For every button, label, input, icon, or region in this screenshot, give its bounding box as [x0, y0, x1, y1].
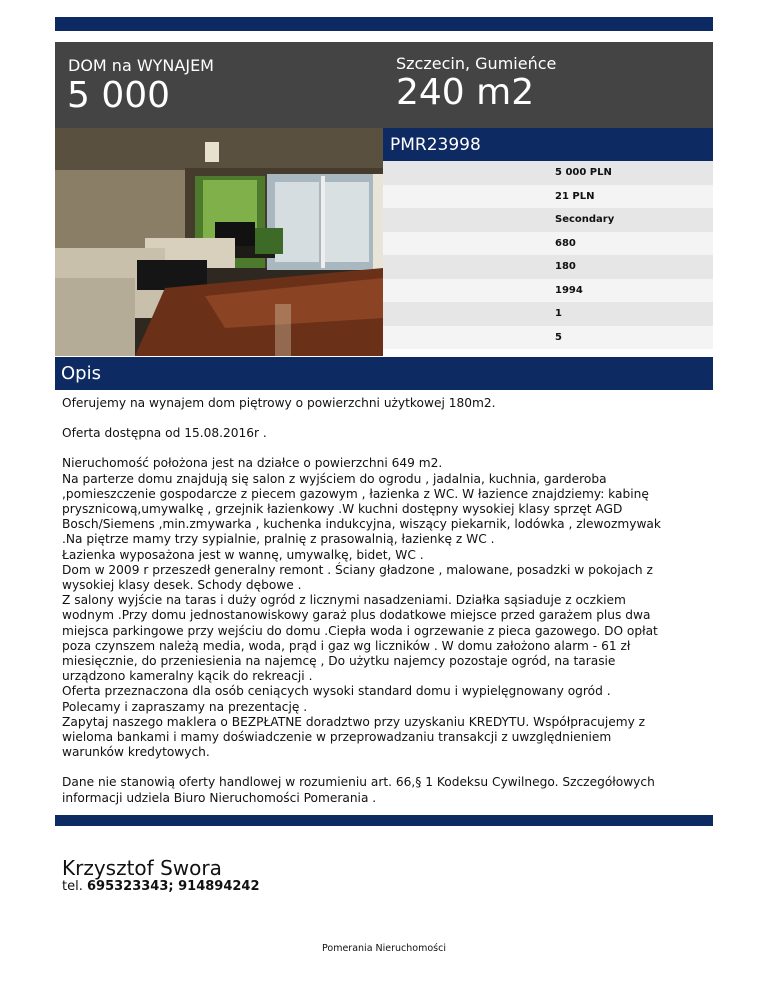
bottom-divider-bar	[55, 815, 713, 826]
property-photo	[55, 128, 383, 356]
detail-row	[383, 185, 713, 209]
description-title: Opis	[61, 363, 101, 384]
description-header-bar	[55, 357, 713, 390]
offer-code-bar	[383, 128, 713, 161]
agent-phone-label: tel.	[62, 879, 83, 894]
listing-header	[55, 42, 713, 128]
description-line: informacji udziela Biuro Nieruchomości Pomerania .	[62, 790, 377, 805]
description-line: Na parterze domu znajdują się salon z wyjściem do ogrodu , jadalnia, kuchnia, garderoba	[62, 471, 607, 486]
description-line: Oferujemy na wynajem dom piętrowy o powierzchni użytkowej 180m2.	[62, 396, 496, 410]
detail-row	[383, 302, 713, 326]
detail-value: 5	[555, 331, 562, 343]
description-line: Zapytaj naszego maklera o BEZPŁATNE doradztwo przy uzyskaniu KREDYTU. Współpracujemy z	[62, 714, 646, 729]
description-line: ,pomieszczenie gospodarcze z piecem gazowym , łazienka z WC. W łazience znajdziemy: kabinę	[62, 486, 649, 501]
top-divider-bar	[55, 17, 713, 31]
detail-value: 680	[555, 237, 576, 249]
description-line: Oferta dostępna od 15.08.2016r .	[62, 426, 267, 441]
description-line: Oferta przeznaczona dla osób ceniących wysoki standard domu i wypielęgnowany ogród .	[62, 684, 611, 699]
description-line: wodnym .Przy domu jednostanowiskowy garaż plus dodatkowe miejsce przed garażem plus dwa	[62, 608, 651, 623]
detail-row	[383, 208, 713, 232]
description-line: poza czynszem należą media, woda, prąd i gaz wg liczników . W domu założono alarm - 61 zł	[62, 638, 631, 653]
detail-row	[383, 232, 713, 256]
description-line: miesięcznie, do przeniesienia na najemcę , Do użytku najemcy pozostaje ogród, na tarasie	[62, 654, 616, 669]
offer-price: 5 000	[67, 75, 171, 116]
description-line: warunków kredytowych.	[62, 745, 210, 760]
description-paragraph	[62, 456, 707, 760]
living-room-image	[55, 128, 383, 356]
detail-value: 21 PLN	[555, 190, 595, 202]
description-line: prysznicową,umywalkę , grzejnik łazienkowy .W kuchni dostępny wysokiej klasy sprzęt AGD	[62, 502, 623, 517]
description-line: miejsca parkingowe przy wejściu do domu .Ciepła woda i ogrzewanie z pieca gazowego. DO opłat	[62, 623, 658, 638]
description-line: Polecamy i zapraszamy na prezentację .	[62, 699, 308, 714]
description-line: Nieruchomość położona jest na działce o powierzchni 649 m2.	[62, 456, 443, 471]
agent-phone	[62, 879, 260, 894]
detail-value: Secondary	[555, 214, 615, 225]
detail-row	[383, 255, 713, 279]
detail-value: 1994	[555, 284, 583, 296]
description-line: urządzono kameralny kącik do rekreacji .	[62, 669, 313, 684]
detail-value: 5 000 PLN	[555, 167, 612, 178]
description-paragraph	[62, 396, 707, 411]
offer-location: Szczecin, Gumieńce	[396, 54, 557, 73]
agent-phone-number[interactable]: 695323343; 914894242	[86, 879, 260, 894]
detail-row	[383, 326, 713, 350]
description-paragraph	[62, 775, 707, 805]
agent-name: Krzysztof Swora	[62, 856, 222, 880]
detail-value: 1	[555, 308, 562, 319]
description-line: Dane nie stanowią oferty handlowej w rozumieniu art. 66,§ 1 Kodeksu Cywilnego. Szczegółowych	[62, 775, 655, 790]
description-text	[62, 396, 707, 821]
offer-area: 240 m2	[396, 72, 535, 113]
offer-code: PMR23998	[390, 135, 481, 155]
offer-type: DOM na WYNAJEM	[68, 56, 214, 75]
description-line: wysokiej klasy desek. Schody dębowe .	[62, 578, 302, 593]
description-line: Bosch/Siemens ,min.zmywarka , kuchenka indukcyjna, wiszący piekarnik, lodówka , zlewozmywak	[62, 517, 661, 532]
description-line: Z salony wyjście na taras i duży ogród z licznymi nasadzeniami. Działka sąsiaduje z oczkiem	[62, 593, 626, 608]
description-line: .Na piętrze mamy trzy sypialnie, pralnię z prasowalnią, łazienkę z WC .	[62, 532, 495, 547]
description-line: wieloma bankami i mamy doświadczenie w przeprowadzaniu transakcji z uwzględnieniem	[62, 730, 612, 745]
description-line: Dom w 2009 r przeszedł generalny remont . Ściany gładzone , malowane, posadzki w pokojach z	[62, 562, 653, 577]
description-line: Łazienka wyposażona jest w wannę, umywalkę, bidet, WC .	[62, 547, 424, 562]
detail-row	[383, 279, 713, 303]
description-paragraph	[62, 426, 707, 441]
detail-row	[383, 161, 713, 185]
footer-company: Pomerania Nieruchomości	[322, 943, 446, 954]
detail-value: 180	[555, 261, 576, 272]
